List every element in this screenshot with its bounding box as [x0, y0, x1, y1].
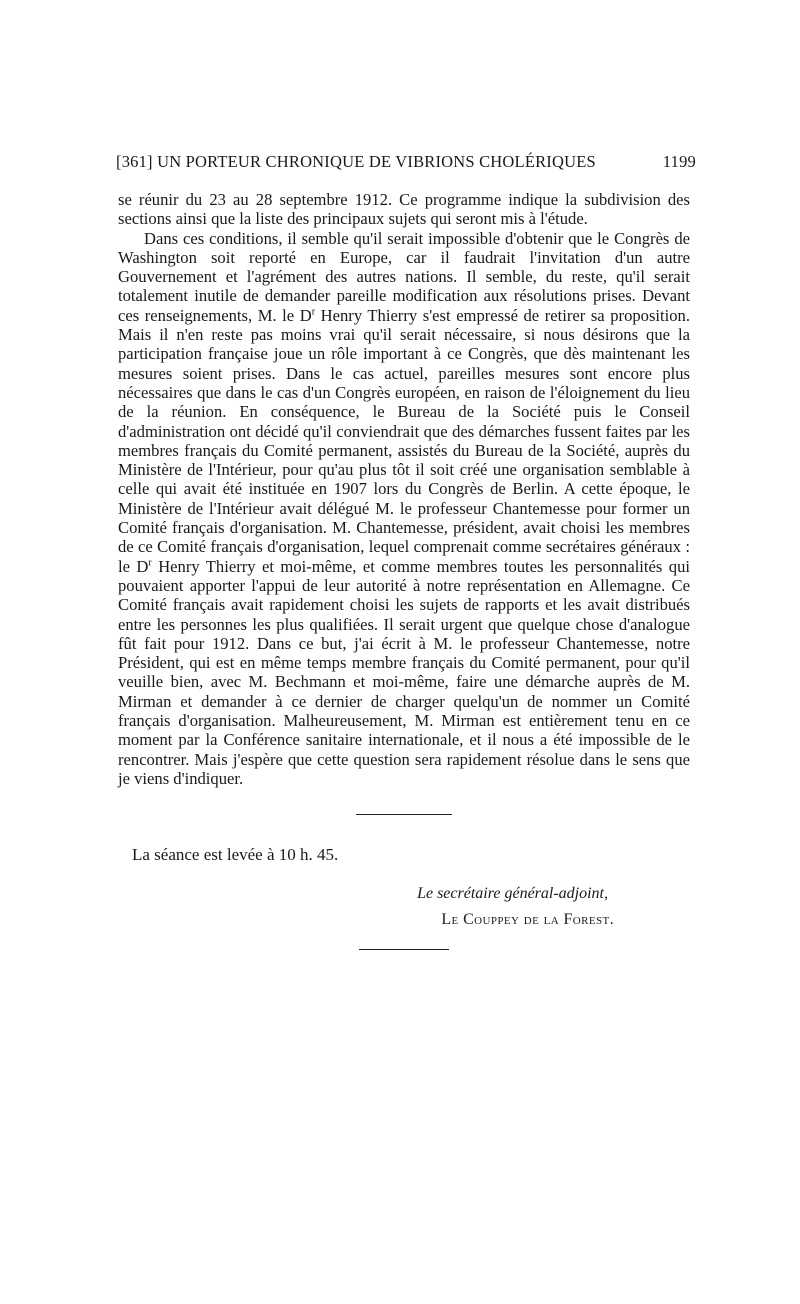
session-closing: La séance est levée à 10 h. 45.: [132, 845, 339, 865]
body-text: [118, 190, 690, 788]
separator-rule: [356, 814, 452, 815]
running-head-left: [116, 152, 596, 172]
running-head-title: UN PORTEUR CHRONIQUE DE VIBRIONS CHOLÉRIQUES: [157, 152, 596, 171]
paragraph-main-part-1: Dans ces conditions, il semble qu'il serait impossible d'obtenir que le Congrès de Washington soit reporté en Europe, car il faudrait l'invitation d'un autre Gouvernement et l'agrément des autres nations. Il semble, du reste, qu'il serait totalement inutile de demander pareille modification aux résolutions prises. Devant ces renseignements, M. le D: [118, 228, 690, 325]
paragraph-main-part-2: Henry Thierry s'est empressé de retirer sa proposition. Mais il n'en reste pas moins vrai qu'il serait nécessaire, si nous désirons que la participation française joue un rôle important à ce Congrès, que dès maintenant les mesures soient prises. Dans le cas actuel, pareilles mesures sont encore plus nécessaires que dans le cas d'un Congrès européen, en raison de l'éloignement du lieu de la réunion. En conséquence, le Bureau de la Société puis le Conseil d'administration ont décidé qu'il conviendrait que des démarches fussent faites par les membres français du Comité permanent, assistés du Bureau de la Société, auprès du Ministère de l'Intérieur, pour qu'au plus tôt il soit créé une organisation semblable à celle qui avait été instituée en 1907 lors du Congrès de Berlin. A cette époque, le Ministère de l'Intérieur avait délégué M. le professeur Chantemesse pour former un Comité français d'organisation. M. Chantemesse, président, avait choisi les membres de ce Comité français d'organisation, lequel comprenait comme secrétaires généraux : le D: [118, 305, 690, 576]
paragraph-main: [118, 229, 690, 789]
page-number: 1199: [662, 152, 696, 171]
paragraph-continuation: se réunir du 23 au 28 septembre 1912. Ce programme indique la subdivision des sections ainsi que la liste des principaux sujets qui seront mis à l'étude.: [118, 190, 690, 229]
section-number: [361]: [116, 152, 153, 171]
doctor-superscript: r: [148, 557, 152, 569]
signature-name: Le Couppey de la Forest.: [441, 911, 614, 929]
separator-rule-bottom: [359, 949, 449, 950]
doctor-superscript: r: [311, 306, 316, 318]
running-head: [116, 150, 696, 174]
paragraph-main-part-3: Henry Thierry et moi-même, et comme membres toutes les personnalités qui pouvaient apporter l'appui de leur autorité à notre représentation en Allemagne. Ce Comité français avait rapidement choisi les sujets de rapports et les avait distribués entre les personnes les plus qualifiées. Il serait urgent que quelque chose d'analogue fût fait pour 1912. Dans ce but, j'ai écrit à M. le professeur Chantemesse, notre Président, qui est en même temps membre français du Comité permanent, pour qu'il veuille bien, avec M. Bechmann et moi-même, faire une démarche auprès de M. Mirman et demander à ce dernier de charger quelqu'un de nommer un Comité français d'organisation. Malheureusement, M. Mirman est entièrement tenu en ce moment par la Conférence sanitaire internationale, et il nous a été impossible de le rencontrer. Mais j'espère que cette question sera rapidement résolue dans le sens que je viens d'indiquer.: [118, 556, 690, 788]
signature-role: Le secrétaire général-adjoint,: [417, 885, 608, 903]
signature-block: [118, 881, 690, 933]
document-page: [116, 150, 696, 950]
